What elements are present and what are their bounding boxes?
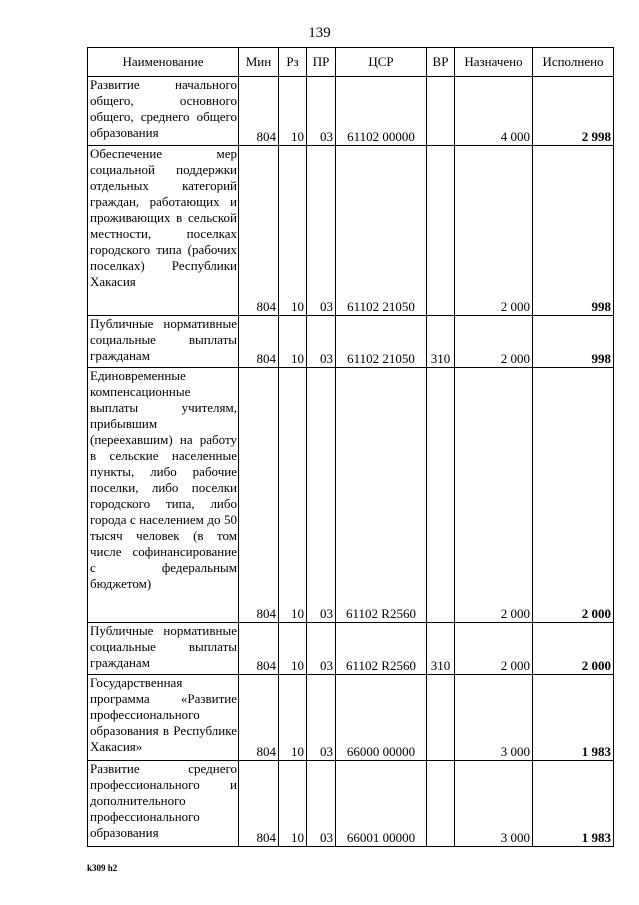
row-csr: 61102 21050 — [336, 316, 427, 368]
row-csr: 61102 00000 — [336, 77, 427, 146]
row-csr: 61102 21050 — [336, 146, 427, 316]
row-vr — [427, 761, 455, 847]
column-header-csr: ЦСР — [336, 48, 427, 77]
row-rz: 10 — [279, 77, 307, 146]
page-number: 139 — [308, 25, 331, 41]
table-row — [88, 761, 614, 847]
row-name: Государственная программа «Развитие профессионального образования в Республике Хакасия» — [88, 675, 239, 761]
row-pr: 03 — [307, 675, 336, 761]
row-vr: 310 — [427, 623, 455, 675]
row-name: Развитие среднего профессионального и дополнительного профессионального образования — [88, 761, 239, 847]
row-vr — [427, 368, 455, 623]
row-csr: 61102 R2560 — [336, 368, 427, 623]
row-assigned: 3 000 — [455, 761, 533, 847]
row-executed: 2 000 — [533, 623, 614, 675]
row-vr — [427, 146, 455, 316]
row-pr: 03 — [307, 623, 336, 675]
row-pr: 03 — [307, 761, 336, 847]
table-row — [88, 316, 614, 368]
column-header-pr: ПР — [307, 48, 336, 77]
table-row — [88, 77, 614, 146]
row-pr: 03 — [307, 316, 336, 368]
column-header-min: Мин — [239, 48, 279, 77]
row-min: 804 — [239, 675, 279, 761]
row-rz: 10 — [279, 316, 307, 368]
table-row — [88, 368, 614, 623]
column-header-executed: Исполнено — [533, 48, 614, 77]
row-name: Развитие начального общего, основного общего, среднего общего образования — [88, 77, 239, 146]
row-assigned: 2 000 — [455, 623, 533, 675]
row-name: Единовременные компенсационные выплаты учителям, прибывшим (переехавшим) на работу в сельские населенные пункты, либо рабочие поселки, либо поселки городского типа, либо города с населением до 50 тысяч человек (в том числе софинансирование с федеральным бюджетом) — [88, 368, 239, 623]
row-assigned: 4 000 — [455, 77, 533, 146]
row-assigned: 2 000 — [455, 146, 533, 316]
row-assigned: 2 000 — [455, 316, 533, 368]
row-min: 804 — [239, 761, 279, 847]
row-csr: 61102 R2560 — [336, 623, 427, 675]
row-csr: 66000 00000 — [336, 675, 427, 761]
row-name: Публичные нормативные социальные выплаты гражданам — [88, 316, 239, 368]
row-executed: 1 983 — [533, 761, 614, 847]
row-name: Публичные нормативные социальные выплаты гражданам — [88, 623, 239, 675]
row-assigned: 3 000 — [455, 675, 533, 761]
row-vr — [427, 77, 455, 146]
row-executed: 2 000 — [533, 368, 614, 623]
column-header-vr: ВР — [427, 48, 455, 77]
row-executed: 1 983 — [533, 675, 614, 761]
row-min: 804 — [239, 368, 279, 623]
row-name: Обеспечение мер социальной поддержки отдельных категорий граждан, работающих и проживающих в сельской местности, поселках городского типа (рабочих поселках) Республики Хакасия — [88, 146, 239, 316]
row-executed: 998 — [533, 316, 614, 368]
budget-table — [87, 47, 614, 847]
table-row — [88, 623, 614, 675]
row-pr: 03 — [307, 368, 336, 623]
column-header-rz: Рз — [279, 48, 307, 77]
row-rz: 10 — [279, 368, 307, 623]
row-csr: 66001 00000 — [336, 761, 427, 847]
footer-code: k309 h2 — [87, 863, 118, 873]
row-rz: 10 — [279, 146, 307, 316]
column-header-assigned: Назначено — [455, 48, 533, 77]
row-executed: 998 — [533, 146, 614, 316]
row-min: 804 — [239, 623, 279, 675]
row-executed: 2 998 — [533, 77, 614, 146]
row-rz: 10 — [279, 623, 307, 675]
row-min: 804 — [239, 146, 279, 316]
row-pr: 03 — [307, 146, 336, 316]
column-header-name: Наименование — [88, 48, 239, 77]
row-assigned: 2 000 — [455, 368, 533, 623]
row-pr: 03 — [307, 77, 336, 146]
table-row — [88, 675, 614, 761]
row-rz: 10 — [279, 675, 307, 761]
row-rz: 10 — [279, 761, 307, 847]
row-min: 804 — [239, 316, 279, 368]
row-vr: 310 — [427, 316, 455, 368]
row-vr — [427, 675, 455, 761]
table-header-row — [88, 48, 614, 77]
table-row — [88, 146, 614, 316]
row-min: 804 — [239, 77, 279, 146]
